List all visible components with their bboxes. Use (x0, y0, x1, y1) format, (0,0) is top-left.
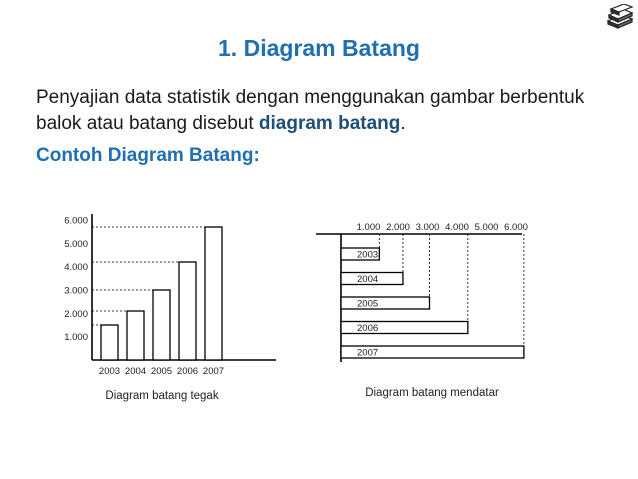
bar-label: 2005 (357, 298, 379, 310)
slide-subtitle: Contoh Diagram Batang: (36, 145, 260, 166)
y-tick-label: 4.000 (64, 262, 88, 274)
x-tick-label: 5.000 (474, 222, 499, 233)
bar-label: 2006 (357, 323, 379, 334)
y-tick-label: 2.000 (64, 308, 88, 320)
slide-title: 1. Diagram Batang (218, 35, 420, 61)
body-highlight: diagram batang (258, 113, 401, 134)
vertical-bar-chart (64, 214, 276, 402)
bar-label: 2004 (357, 274, 379, 285)
chart-caption: Diagram batang tegak (105, 390, 219, 402)
x-tick-label: 2.000 (386, 222, 410, 233)
bar (127, 311, 144, 360)
x-tick-label: 1.000 (356, 222, 381, 233)
y-tick-label: 3.000 (64, 285, 88, 297)
x-tick-label: 2007 (202, 366, 225, 377)
bar (179, 262, 196, 360)
bar (205, 227, 222, 360)
bar-label: 2007 (357, 347, 379, 359)
y-tick-label: 6.000 (64, 215, 88, 227)
x-tick-label: 2005 (150, 366, 173, 377)
x-tick-label: 2004 (124, 366, 147, 377)
bar (101, 325, 118, 360)
x-tick-label: 6.000 (504, 222, 528, 233)
x-tick-label: 2003 (98, 366, 121, 377)
x-tick-label: 2006 (176, 366, 199, 377)
x-tick-label: 4.000 (445, 222, 469, 233)
bar (341, 297, 430, 309)
y-tick-label: 1.000 (64, 332, 88, 344)
x-tick-label: 3.000 (415, 222, 440, 233)
bar (153, 290, 170, 360)
bar-label: 2003 (357, 249, 379, 261)
y-tick-label: 5.000 (64, 238, 88, 250)
horizontal-bar-chart (316, 222, 528, 399)
body-end: . (400, 113, 406, 134)
chart-caption: Diagram batang mendatar (365, 387, 499, 399)
body-text: Penyajian data statistik dengan menggunakan gambar berbentuk balok atau batang disebut (36, 87, 585, 134)
